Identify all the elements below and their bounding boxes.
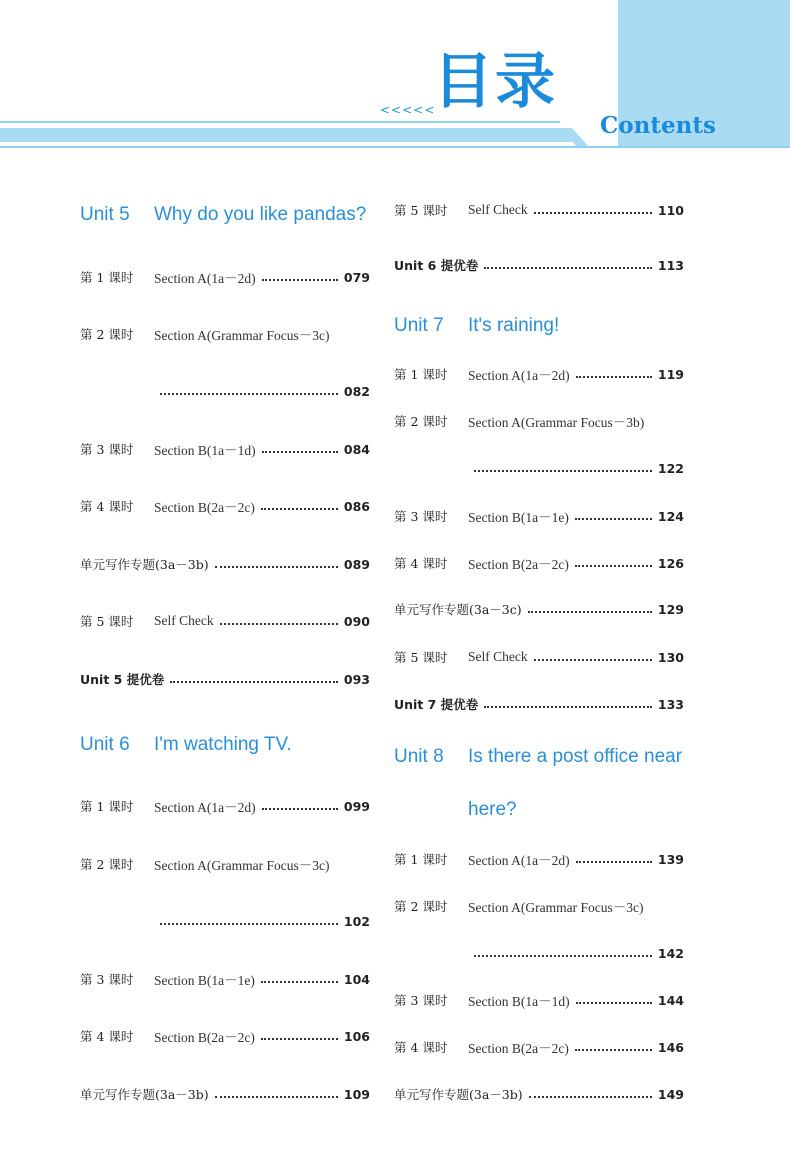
unit-number: Unit 6 — [80, 734, 130, 755]
entry-label: 单元写作专题(3a－3b) — [80, 557, 209, 572]
page-number: 124 — [657, 508, 684, 524]
lesson-label: 第 4 课时 — [394, 556, 448, 571]
lesson-label: 第 2 课时 — [394, 899, 448, 914]
page-number: 113 — [657, 257, 684, 273]
unit-title: I'm watching TV. — [154, 734, 292, 755]
toc-entry[interactable] — [80, 325, 370, 343]
lesson-label: 第 4 课时 — [80, 1029, 134, 1044]
page-number: 146 — [657, 1039, 684, 1055]
unit-number: Unit 7 — [394, 315, 444, 336]
leader-dots — [262, 806, 338, 810]
leader-dots — [576, 1000, 652, 1004]
page-number: 139 — [657, 851, 684, 867]
page-number: 089 — [343, 556, 370, 572]
section-label: Section B(1a－1d) — [154, 443, 256, 458]
page-number: 090 — [343, 613, 370, 629]
section-label: Section A(1a－2d) — [468, 853, 570, 868]
unit-title-continuation: here? — [468, 799, 517, 820]
section-label: Section B(2a－2c) — [154, 500, 255, 515]
lesson-label: 第 2 课时 — [80, 327, 134, 342]
toc-entry[interactable] — [394, 507, 684, 525]
toc-entry[interactable] — [80, 1027, 370, 1045]
page-number: 086 — [343, 498, 370, 514]
leader-dots — [576, 374, 652, 378]
lesson-label: 第 1 课时 — [80, 270, 134, 285]
lesson-label: 第 1 课时 — [80, 799, 134, 814]
toc-entry[interactable] — [80, 970, 370, 988]
entry-label: Unit 7 提优卷 — [394, 697, 479, 712]
leader-dots — [575, 1047, 652, 1051]
unit-title: It's raining! — [468, 315, 560, 336]
section-label: Section A(1a－2d) — [154, 800, 256, 815]
section-label: Section B(2a－2c) — [154, 1030, 255, 1045]
toc-entry[interactable] — [394, 991, 684, 1009]
page-title: 目录 — [433, 47, 557, 117]
toc-entry[interactable] — [394, 897, 684, 915]
lesson-label: 第 3 课时 — [394, 509, 448, 524]
header-band — [0, 128, 572, 142]
toc-entry[interactable] — [80, 797, 370, 815]
toc-entry[interactable] — [80, 855, 370, 873]
toc-entry[interactable] — [80, 497, 370, 515]
leader-dots — [220, 621, 338, 625]
page-number: 106 — [343, 1028, 370, 1044]
toc-entry[interactable] — [394, 850, 684, 868]
toc-entry[interactable] — [394, 695, 684, 713]
toc-entry[interactable] — [394, 365, 684, 383]
unit-heading — [394, 316, 559, 335]
page-number: 119 — [657, 366, 684, 382]
lesson-label: 第 4 课时 — [80, 499, 134, 514]
toc-entry[interactable] — [80, 268, 370, 286]
leader-dots — [261, 1036, 338, 1040]
page-number: 126 — [657, 555, 684, 571]
leader-dots — [534, 210, 652, 214]
lesson-label: 第 3 课时 — [80, 972, 134, 987]
lesson-label: 第 5 课时 — [394, 650, 448, 665]
lesson-label: 第 4 课时 — [394, 1040, 448, 1055]
lesson-label: 第 2 课时 — [394, 414, 448, 429]
unit-number: Unit 5 — [80, 204, 130, 225]
page-number: 102 — [343, 913, 370, 929]
section-label: Section A(Grammar Focus－3c) — [154, 858, 330, 873]
toc-entry[interactable] — [394, 1085, 684, 1103]
leader-dots — [484, 265, 652, 269]
entry-label: Unit 6 提优卷 — [394, 258, 479, 273]
leader-dots — [474, 468, 652, 472]
leader-dots — [261, 979, 338, 983]
lesson-label: 第 2 课时 — [80, 857, 134, 872]
toc-entry[interactable] — [80, 612, 370, 630]
unit-number: Unit 8 — [394, 746, 444, 767]
section-label: Section A(Grammar Focus－3c) — [468, 900, 644, 915]
lesson-label: 第 3 课时 — [80, 442, 134, 457]
entry-label: Unit 5 提优卷 — [80, 672, 165, 687]
page-number: 093 — [343, 671, 370, 687]
leader-dots — [484, 704, 652, 708]
toc-entry-continuation[interactable] — [474, 459, 684, 477]
page-number: 144 — [657, 992, 684, 1008]
page-number: 104 — [343, 971, 370, 987]
entry-label: 单元写作专题(3a－3c) — [394, 602, 522, 617]
page-number: 084 — [343, 441, 370, 457]
leader-dots — [262, 449, 338, 453]
entry-label: 单元写作专题(3a－3b) — [80, 1087, 209, 1102]
leader-dots — [575, 516, 652, 520]
page-number: 082 — [343, 383, 370, 399]
toc-entry-continuation[interactable] — [160, 382, 370, 400]
leader-dots — [528, 609, 652, 613]
page-number: 079 — [343, 269, 370, 285]
toc-entry[interactable] — [394, 1038, 684, 1056]
section-label: Section B(1a－1e) — [468, 510, 569, 525]
unit-heading — [80, 205, 366, 224]
page-number: 109 — [343, 1086, 370, 1102]
leader-dots — [215, 564, 338, 568]
lesson-label: 第 5 课时 — [394, 203, 448, 218]
lesson-label: 第 3 课时 — [394, 993, 448, 1008]
section-label: Section A(1a－2d) — [154, 271, 256, 286]
toc-entry[interactable] — [80, 555, 370, 573]
section-label: Section A(1a－2d) — [468, 368, 570, 383]
section-label: Section A(Grammar Focus－3b) — [468, 415, 645, 430]
toc-entry[interactable] — [394, 201, 684, 219]
unit-heading — [394, 747, 682, 766]
toc-entry-continuation[interactable] — [474, 944, 684, 962]
section-label: Self Check — [468, 202, 528, 217]
toc-entry[interactable] — [394, 256, 684, 274]
section-label: Section B(1a－1e) — [154, 973, 255, 988]
section-label: Self Check — [468, 649, 528, 664]
page-number: 142 — [657, 945, 684, 961]
toc-entry-continuation[interactable] — [160, 912, 370, 930]
unit-heading — [80, 735, 292, 754]
page-number: 149 — [657, 1086, 684, 1102]
section-label: Section B(2a－2c) — [468, 557, 569, 572]
leader-dots — [474, 953, 652, 957]
section-label: Section B(2a－2c) — [468, 1041, 569, 1056]
page-number: 133 — [657, 696, 684, 712]
lesson-label: 第 1 课时 — [394, 852, 448, 867]
toc-entry[interactable] — [80, 1085, 370, 1103]
page-subtitle: Contents — [600, 112, 716, 139]
toc-entry[interactable] — [80, 440, 370, 458]
leader-dots — [160, 391, 338, 395]
toc-entry[interactable] — [394, 600, 684, 618]
toc-entry[interactable] — [394, 648, 684, 666]
toc-entry[interactable] — [394, 412, 684, 430]
page-number: 130 — [657, 649, 684, 665]
toc-entry[interactable] — [80, 670, 370, 688]
leader-dots — [529, 1094, 652, 1098]
leader-dots — [261, 506, 338, 510]
section-label: Section B(1a－1d) — [468, 994, 570, 1009]
page-number: 099 — [343, 798, 370, 814]
entry-label: 单元写作专题(3a－3b) — [394, 1087, 523, 1102]
section-label: Section A(Grammar Focus－3c) — [154, 328, 330, 343]
page-number: 110 — [657, 202, 684, 218]
lesson-label: 第 5 课时 — [80, 614, 134, 629]
unit-title: Why do you like pandas? — [154, 204, 367, 225]
leader-dots — [170, 679, 338, 683]
leader-dots — [160, 921, 338, 925]
leader-dots — [262, 277, 338, 281]
lesson-label: 第 1 课时 — [394, 367, 448, 382]
section-label: Self Check — [154, 613, 214, 628]
leader-dots — [576, 859, 652, 863]
page-number: 129 — [657, 601, 684, 617]
unit-title: Is there a post office near — [468, 746, 683, 767]
page-number: 122 — [657, 460, 684, 476]
toc-entry[interactable] — [394, 554, 684, 572]
leader-dots — [575, 563, 652, 567]
chevron-arrows-icon: <<<<< — [380, 103, 436, 117]
header-rule-bottom — [0, 146, 790, 148]
leader-dots — [534, 657, 652, 661]
header-rule-top — [0, 121, 560, 123]
leader-dots — [215, 1094, 338, 1098]
